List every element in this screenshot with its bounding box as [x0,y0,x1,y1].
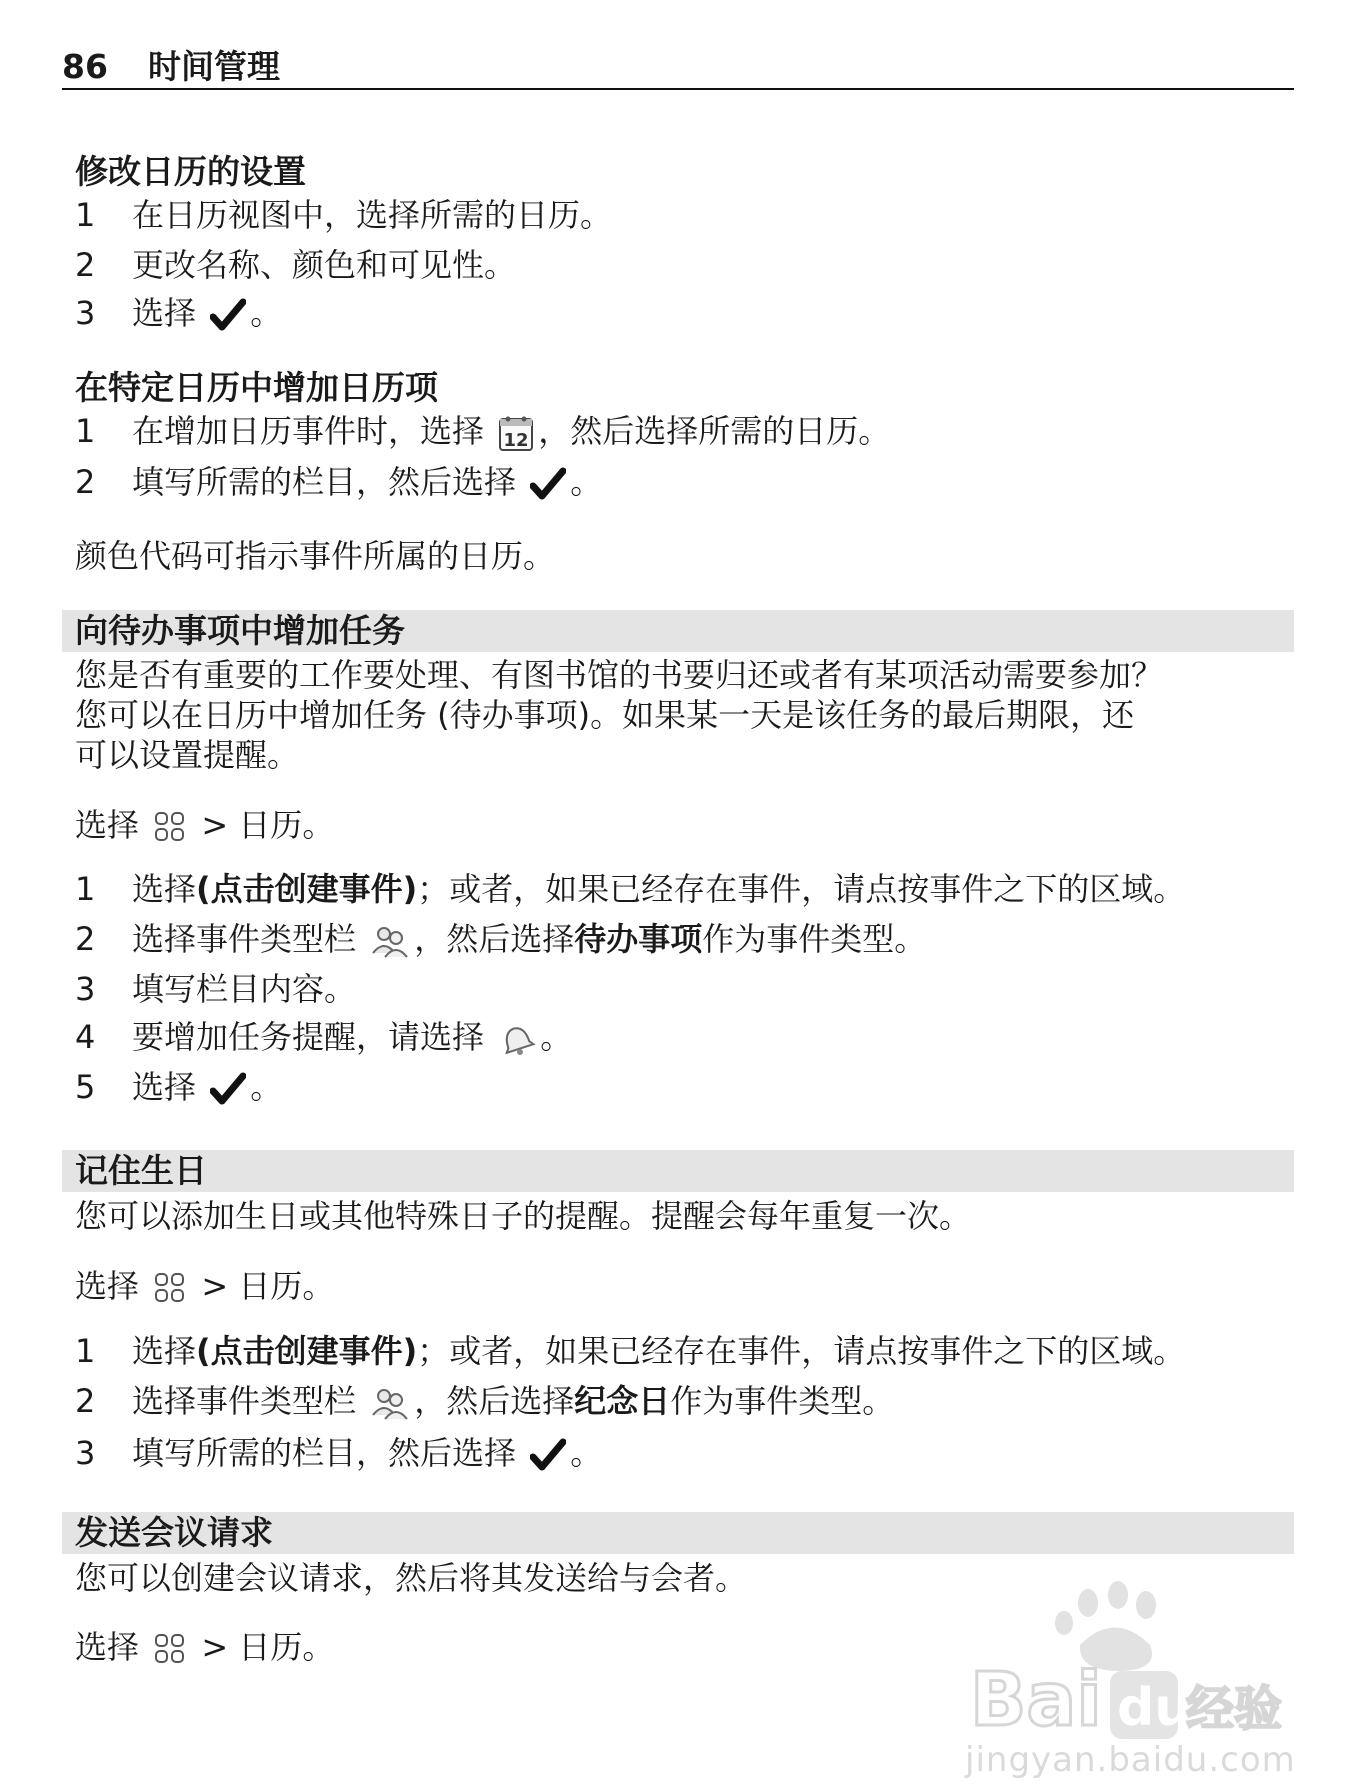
section-title-birthday: 记住生日 [62,1150,1294,1192]
section-intro-line: 您可以添加生日或其他特殊日子的提醒。提醒会每年重复一次。 [75,1197,972,1235]
select-path: 选择 > 日历。 [75,1267,335,1305]
list-item: 1 在增加日历事件时，选择 12 ，然后选择所需的日历。 [75,412,891,451]
section-intro-line: 您可以创建会议请求，然后将其发送给与会者。 [75,1559,748,1597]
select-path: 选择 > 日历。 [75,806,335,844]
section-title-add-to-calendar: 在特定日历中增加日历项 [75,368,438,407]
list-item: 1 在日历视图中，选择所需的日历。 [75,196,613,234]
list-item: 3 选择 。 [75,294,283,332]
page-number: 86 [62,47,108,86]
people-icon [370,923,410,959]
calendar-color-note: 颜色代码可指示事件所属的日历。 [75,537,556,575]
menu-grid-icon [153,810,187,844]
chapter-title: 时间管理 [148,47,280,86]
svg-text:du: du [1117,1678,1192,1738]
calendar-12-icon [498,414,534,452]
list-item: 1 选择(点击创建事件)；或者，如果已经存在事件，请点按事件之下的区域。 [75,1332,1186,1370]
list-item: 2 更改名称、颜色和可见性。 [75,246,517,284]
checkmark-icon [210,298,246,332]
list-item: 2 选择事件类型栏 ，然后选择纪念日作为事件类型。 [75,1382,895,1420]
checkmark-icon [210,1072,246,1106]
list-item: 1 选择(点击创建事件)；或者，如果已经存在事件，请点按事件之下的区域。 [75,870,1186,908]
section-intro-line: 您是否有重要的工作要处理、有图书馆的书要归还或者有某项活动需要参加？ [75,656,1164,694]
checkmark-icon [530,467,566,501]
alarm-bell-icon [498,1021,536,1057]
section-title-add-task: 向待办事项中增加任务 [62,610,1294,652]
list-item: 3 填写所需的栏目，然后选择 。 [75,1434,603,1472]
section-intro-line: 您可以在日历中增加任务 (待办事项)。如果某一天是该任务的最后期限，还 [75,696,1135,734]
menu-grid-icon [153,1271,187,1305]
svg-text:12: 12 [503,430,529,451]
svg-text:经验: 经验 [1186,1681,1283,1737]
list-item: 2 选择事件类型栏 ，然后选择待办事项作为事件类型。 [75,920,927,958]
list-item: 2 填写所需的栏目，然后选择 。 [75,463,603,501]
list-item: 5 选择 。 [75,1068,283,1106]
list-item: 3 填写栏目内容。 [75,970,357,1008]
watermark-url: jingyan.baidu.com [965,1740,1296,1780]
svg-text:Bai: Bai [970,1657,1102,1743]
people-icon [370,1385,410,1421]
page-header [62,46,1294,90]
menu-grid-icon [153,1632,187,1666]
checkmark-icon [530,1438,566,1472]
select-path: 选择 > 日历。 [75,1628,335,1666]
section-title-meeting-request: 发送会议请求 [62,1512,1294,1554]
list-item: 4 要增加任务提醒，请选择 。 [75,1018,573,1056]
section-intro-line: 可以设置提醒。 [75,736,300,774]
section-title-edit-calendar: 修改日历的设置 [75,152,306,191]
